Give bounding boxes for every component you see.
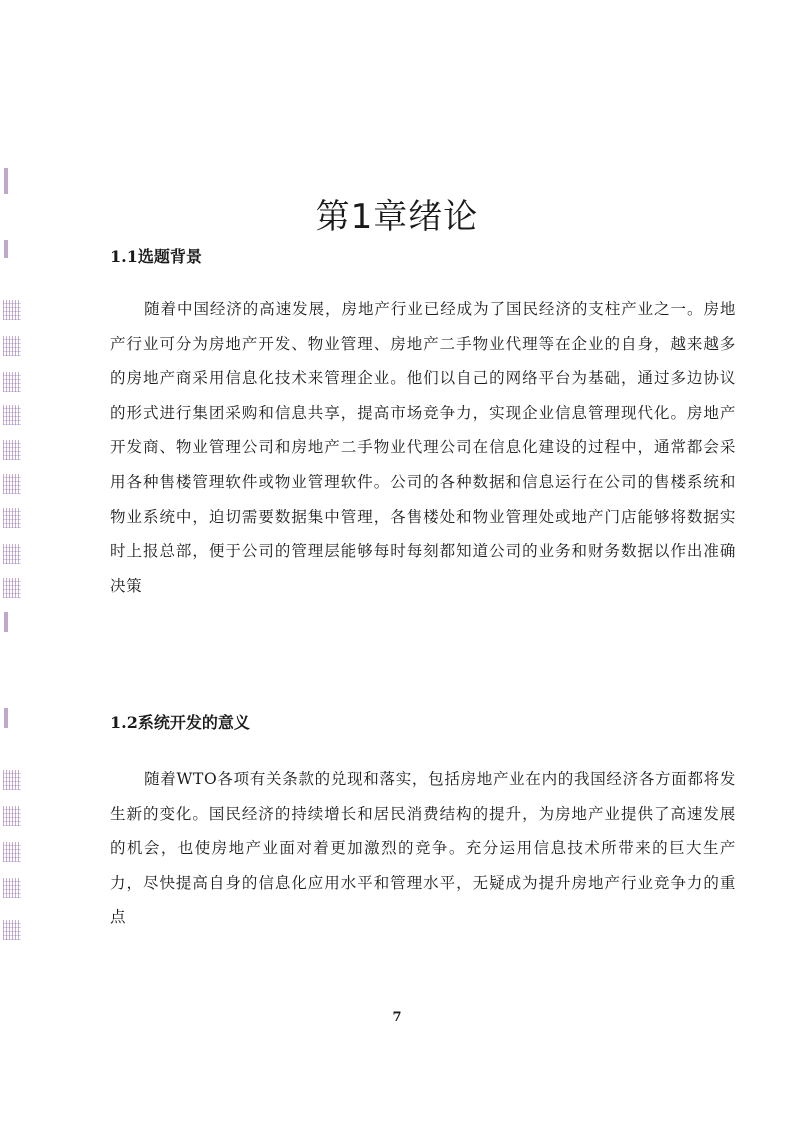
margin-artifact xyxy=(3,578,21,598)
margin-artifact xyxy=(3,440,21,460)
margin-artifact xyxy=(4,612,8,632)
margin-artifact xyxy=(4,240,8,258)
margin-artifact xyxy=(3,920,21,940)
margin-artifact xyxy=(3,300,21,320)
margin-artifact xyxy=(4,708,8,728)
section-heading-significance: 1.2系统开发的意义 xyxy=(110,713,250,732)
chapter-title: 第1章绪论 xyxy=(315,196,479,237)
margin-artifact xyxy=(3,508,21,528)
margin-artifact xyxy=(3,372,21,392)
page-number: 7 xyxy=(392,1010,402,1025)
margin-artifact xyxy=(3,474,21,494)
margin-artifact xyxy=(3,544,21,564)
margin-artifact xyxy=(3,336,21,356)
margin-artifact xyxy=(3,405,21,425)
margin-artifact xyxy=(3,878,21,898)
margin-artifact xyxy=(3,842,21,862)
section-paragraph-significance: 随着WTO各项有关条款的兑现和落实，包括房地产业在内的我国经济各方面都将发生新的变化。国民经济的持续增长和居民消费结构的提升，为房地产业提供了高速发展的机会，也使房地产业面对着更加激烈的竞争。充分运用信息技术所带来的巨大生产力，尽快提高自身的信息化应用水平和管理水平，无疑成为提升房地产行业竞争力的重点 xyxy=(110,770,736,927)
margin-artifact xyxy=(3,770,21,790)
section-paragraph-background: 随着中国经济的高速发展，房地产行业已经成为了国民经济的支柱产业之一。房地产行业可分为房地产开发、物业管理、房地产二手物业代理等在企业的自身，越来越多的房地产商采用信息化技术来管理企业。他们以自己的网络平台为基础，通过多边协议的形式进行集团采购和信息共享，提高市场竞争力，实现企业信息管理现代化。房地产开发商、物业管理公司和房地产二手物业代理公司在信息化建设的过程中，通常都会采用各种售楼管理软件或物业管理软件。公司的各种数据和信息运行在公司的售楼系统和物业系统中，迫切需要数据集中管理，各售楼处和物业管理处或地产门店能够将数据实时上报总部，便于公司的管理层能够每时每刻都知道公司的业务和财务数据以作出准确决策 xyxy=(110,300,736,595)
margin-artifact xyxy=(3,806,21,826)
section-heading-background: 1.1选题背景 xyxy=(110,247,202,266)
